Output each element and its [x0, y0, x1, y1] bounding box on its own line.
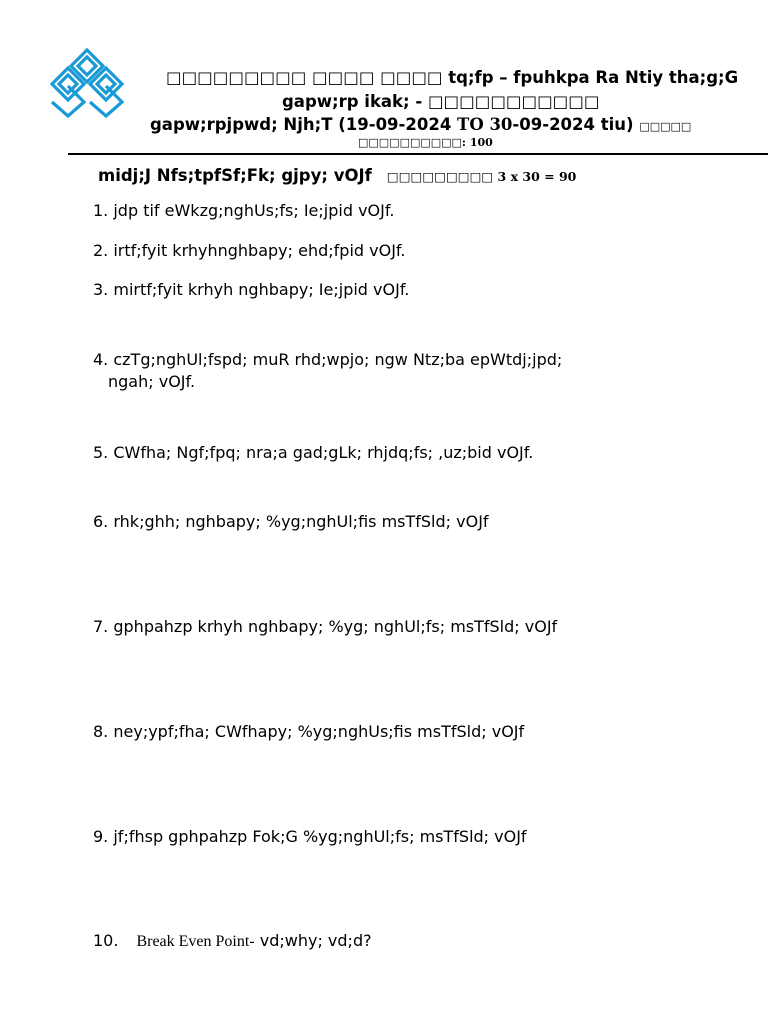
total-marks: □□□□□□□□□□: 100	[358, 136, 493, 149]
question-item	[93, 442, 653, 464]
header-line3-tail: □□□□□	[639, 120, 692, 133]
question-number: 7.	[93, 617, 109, 636]
question-item	[93, 200, 653, 222]
question-item	[93, 616, 653, 638]
question-text: vd;why; vd;d?	[254, 931, 372, 950]
question-text: mirtf;fyit krhyh nghbapy; Ie;jpid vOJf.	[113, 280, 410, 299]
section-instruction: midj;J Nfs;tpfSf;Fk; gjpy; vOJf	[98, 166, 372, 185]
section-heading	[98, 166, 576, 185]
question-number: 8.	[93, 722, 109, 741]
question-item	[93, 240, 653, 262]
question-number: 3.	[93, 280, 109, 299]
question-text: rhk;ghh; nghbapy; %yg;nghUl;fis msTfSld; vOJf	[113, 512, 489, 531]
organization-logo	[48, 46, 126, 118]
question-number: 5.	[93, 443, 109, 462]
question-text: czTg;nghUl;fspd; muR rhd;wpjo; ngw Ntz;ba epWtdj;jpd;	[113, 350, 563, 369]
question-text-english: Break Even Point-	[136, 933, 255, 950]
section-marks: □□□□□□□□□ 3 x 30 = 90	[386, 169, 577, 184]
question-text: jdp tif eWkzg;nghUs;fs; Ie;jpid vOJf.	[113, 201, 395, 220]
header-title-line3	[150, 115, 691, 137]
question-number: 10.	[93, 931, 119, 950]
question-text-continued: ngah; vOJf.	[108, 372, 196, 391]
header-title-line1: □□□□□□□□□ □□□□ □□□□ tq;fp – fpuhkpa Ra Ntiy tha;g;G	[166, 68, 739, 87]
question-item	[93, 349, 653, 393]
exam-period-text: gapw;rpjpwd; Njh;T (19-09-2024	[150, 115, 458, 134]
header-divider	[68, 153, 768, 155]
question-text: jf;fhsp gphpahzp Fok;G %yg;nghUl;fs; msTfSld; vOJf	[113, 827, 527, 846]
question-number: 6.	[93, 512, 109, 531]
question-text: CWfha; Ngf;fpq; nra;a gad;gLk; rhjdq;fs; ,uz;bid vOJf.	[113, 443, 534, 462]
header-title-line2: gapw;rp ikak; - □□□□□□□□□□□	[282, 92, 600, 111]
question-number: 4.	[93, 350, 109, 369]
question-number: 1.	[93, 201, 109, 220]
question-item	[93, 279, 653, 301]
question-number: 2.	[93, 241, 109, 260]
question-item	[93, 721, 653, 743]
question-item	[93, 826, 653, 848]
question-item	[93, 511, 653, 533]
exam-period-end: -09-2024 tiu)	[512, 115, 634, 134]
exam-period-to: TO 30	[457, 115, 513, 134]
question-text: gphpahzp krhyh nghbapy; %yg; nghUl;fs; msTfSld; vOJf	[113, 617, 558, 636]
question-item	[93, 930, 653, 953]
question-text: ney;ypf;fha; CWfhapy; %yg;nghUs;fis msTfSld; vOJf	[113, 722, 525, 741]
question-number: 9.	[93, 827, 109, 846]
question-text: irtf;fyit krhyhnghbapy; ehd;fpid vOJf.	[113, 241, 406, 260]
